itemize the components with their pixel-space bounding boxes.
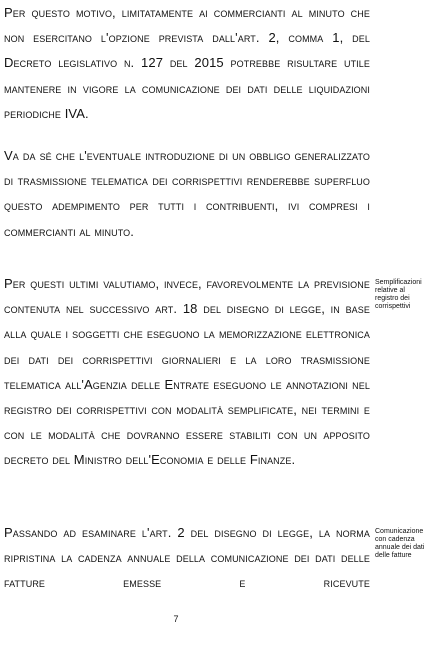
margin-note-registro-corrispettivi: Semplificazioni relative al registro dei corrispettivi: [375, 279, 422, 310]
margin-note-comunicazione-fatture: Comunicazione con cadenza annuale dei dati delle fatture: [375, 528, 425, 559]
page-number: 7: [173, 614, 179, 624]
body-paragraph-4: Passando ad esaminare l'art. 2 del disegno di legge, la norma ripristina la cadenza annuale della comunicazione dei dati delle fatture emesse e ricevute: [4, 525, 370, 591]
body-paragraph-1: Per questo motivo, limitatamente ai commercianti al minuto che non esercitano l'opzione prevista dall'art. 2, comma 1, del Decreto legislativo n. 127 del 2015 potrebbe risultare utile mantenere in vigore la comunicazione dei dati delle liquidazioni periodiche IVA.: [4, 5, 370, 121]
body-paragraph-2: Va da sé che l'eventuale introduzione di un obbligo generalizzato di trasmissione telematica dei corrispettivi renderebbe superfluo questo adempimento per tutti i contribuenti, ivi compresi i commercianti al minuto.: [4, 148, 370, 239]
body-paragraph-3: Per questi ultimi valutiamo, invece, favorevolmente la previsione contenuta nel successivo art. 18 del disegno di legge, in base alla quale i soggetti che eseguono la memorizzazione elettronica dei dati dei corrispettivi giornalieri e la loro trasmissione telematica all'Agenzia delle Entrate eseguono le annotazioni nel registro dei corrispettivi con modalità semplificate, nei termini e con le modalità che dovranno essere stabiliti con un apposito decreto del Ministro dell'Economia e delle Finanze.: [4, 276, 370, 468]
